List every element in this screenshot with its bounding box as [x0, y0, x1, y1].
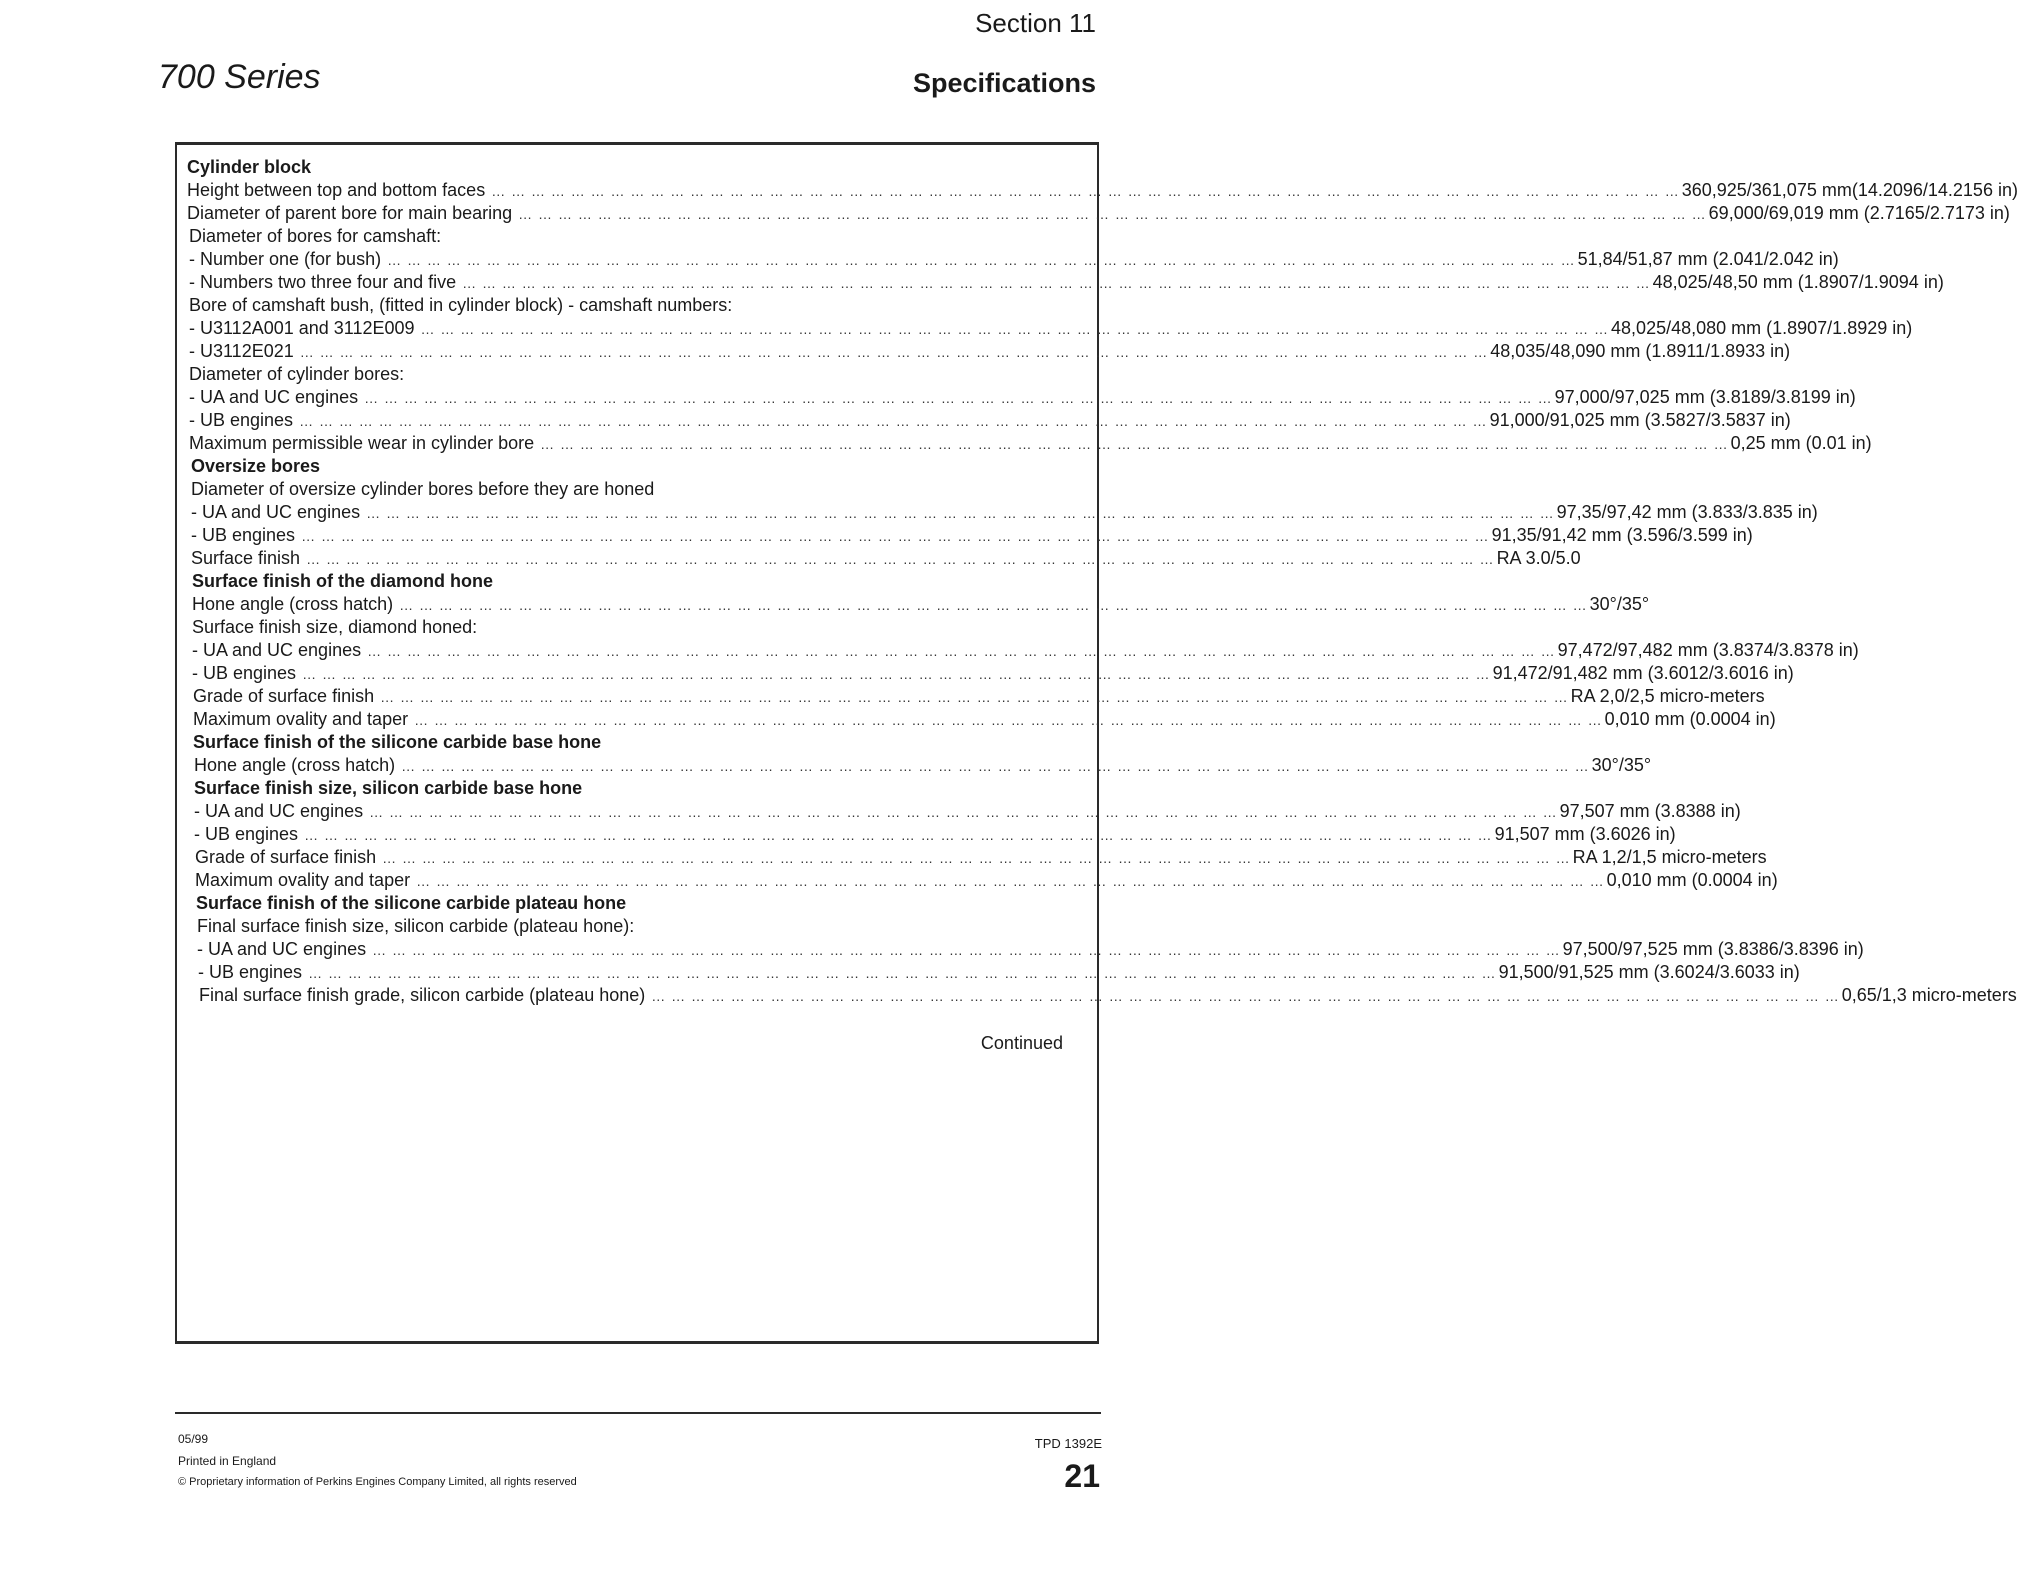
spec-value: 48,025/48,080 mm (1.8907/1.8929 in) [1611, 318, 1913, 338]
spec-label: - U3112E021 [189, 341, 294, 361]
spec-label: Grade of surface finish [193, 686, 375, 706]
page-title: Specifications [912, 68, 1096, 98]
spec-row [192, 639, 1859, 662]
spec-label: - UA and UC engines [189, 387, 359, 407]
spec-row [199, 984, 2017, 1007]
spec-label: - Number one (for bush) [189, 249, 382, 269]
spec-value: 97,000/97,025 mm (3.8189/3.8199 in) [1554, 387, 1856, 407]
spec-value: 48,025/48,50 mm (1.8907/1.9094 in) [1652, 272, 1944, 292]
dot-leader: … … … … … … … … … … … … … … … … … … … … … … … … … … … … … … … … … … … … … … … … … … … … … … … … … … … … … … … … … … … … [308, 965, 1497, 981]
dot-leader: … … … … … … … … … … … … … … … … … … … … … … … … … … … … … … … … … … … … … … … … … … … … … … … … … … … … … … … … … … … … [416, 873, 1605, 889]
dot-leader: … … … … … … … … … … … … … … … … … … … … … … … … … … … … … … … … … … … … … … … … … … … … … … … … … … … … … … … … … … … … [369, 804, 1558, 820]
spec-heading [196, 892, 1061, 915]
spec-row [194, 800, 1741, 823]
spec-row [189, 340, 1791, 363]
dot-leader: … … … … … … … … … … … … … … … … … … … … … … … … … … … … … … … … … … … … … … … … … … … … … … … … … … … … … … … … … … … … [387, 252, 1576, 268]
spec-label: - Numbers two three four and five [189, 272, 457, 292]
dot-leader: … … … … … … … … … … … … … … … … … … … … … … … … … … … … … … … … … … … … … … … … … … … … … … … … … … … … … … … … … … … … [651, 988, 1840, 1004]
spec-row [194, 754, 1652, 777]
spec-value: 0,65/1,3 micro-meters [1841, 985, 2017, 1005]
spec-row [189, 271, 1944, 294]
spec-label: Diameter of parent bore for main bearing [187, 203, 513, 223]
specification-list [0, 156, 2018, 1007]
document-code: TPD 1392E [1034, 1436, 1102, 1451]
spec-value: 91,000/91,025 mm (3.5827/3.5837 in) [1489, 410, 1791, 430]
dot-leader: … … … … … … … … … … … … … … … … … … … … … … … … … … … … … … … … … … … … … … … … … … … … … … … … … … … … … … … … … … … … [399, 597, 1588, 613]
spec-label: - UA and UC engines [197, 939, 367, 959]
spec-label: - UA and UC engines [192, 640, 362, 660]
spec-value: 0,010 mm (0.0004 in) [1606, 870, 1778, 890]
section-label: Section 11 [975, 8, 1096, 38]
spec-row [192, 662, 1794, 685]
spec-label: Hone angle (cross hatch) [194, 755, 396, 775]
spec-label: Diameter of cylinder bores: [189, 364, 405, 384]
spec-label: Maximum ovality and taper [193, 709, 409, 729]
footer-copyright: © Proprietary information of Perkins Engines Company Limited, all rights reserved [178, 1476, 577, 1488]
spec-label: - UB engines [191, 525, 296, 545]
spec-label: - UA and UC engines [191, 502, 361, 522]
series-title: 700 Series [158, 58, 321, 96]
spec-label: Grade of surface finish [195, 847, 377, 867]
spec-row [192, 593, 1650, 616]
spec-label: Diameter of bores for camshaft: [189, 226, 442, 246]
dot-leader: … … … … … … … … … … … … … … … … … … … … … … … … … … … … … … … … … … … … … … … … … … … … … … … … … … … … … … … … … … … … [366, 505, 1555, 521]
dot-leader: … … … … … … … … … … … … … … … … … … … … … … … … … … … … … … … … … … … … … … … … … … … … … … … … … … … … … … … … … … … … [540, 436, 1729, 452]
footer-date: 05/99 [178, 1432, 209, 1446]
spec-value: 360,925/361,075 mm(14.2096/14.2156 in) [1681, 180, 2018, 200]
spec-value: 69,000/69,019 mm (2.7165/2.7173 in) [1708, 203, 2010, 223]
spec-value: RA 1,2/1,5 micro-meters [1572, 847, 1767, 867]
spec-label: Maximum permissible wear in cylinder bore [189, 433, 535, 453]
spec-row [187, 202, 2010, 225]
spec-heading [187, 156, 1061, 179]
spec-label: Final surface finish size, silicon carbide (plateau hone): [197, 916, 635, 936]
spec-row [189, 317, 1913, 340]
continued-label: Continued [980, 1033, 1063, 1053]
spec-label: Surface finish of the diamond hone [192, 571, 494, 591]
spec-row [189, 432, 1872, 455]
spec-row [197, 915, 1061, 938]
spec-heading [191, 455, 1061, 478]
dot-leader: … … … … … … … … … … … … … … … … … … … … … … … … … … … … … … … … … … … … … … … … … … … … … … … … … … … … … … … … … … … … [462, 275, 1651, 291]
spec-row [195, 869, 1778, 892]
dot-leader: … … … … … … … … … … … … … … … … … … … … … … … … … … … … … … … … … … … … … … … … … … … … … … … … … … … … … … … … … … … … [420, 321, 1610, 337]
spec-row [191, 524, 1753, 547]
dot-leader: … … … … … … … … … … … … … … … … … … … … … … … … … … … … … … … … … … … … … … … … … … … … … … … … … … … … … … … … … … … … [372, 942, 1561, 958]
spec-label: Surface finish of the silicone carbide plateau hone [196, 893, 627, 913]
spec-row [189, 248, 1839, 271]
dot-leader: … … … … … … … … … … … … … … … … … … … … … … … … … … … … … … … … … … … … … … … … … … … … … … … … … … … … … … … … … … … … [299, 413, 1488, 429]
spec-label: Surface finish of the silicone carbide base hone [193, 732, 602, 752]
spec-value: 91,500/91,525 mm (3.6024/3.6033 in) [1498, 962, 1800, 982]
spec-label: - UB engines [194, 824, 299, 844]
spec-value: 91,507 mm (3.6026 in) [1494, 824, 1676, 844]
spec-value: RA 3.0/5.0 [1496, 548, 1581, 568]
spec-value: RA 2,0/2,5 micro-meters [1570, 686, 1765, 706]
spec-row [189, 225, 1061, 248]
footer-rule [175, 1412, 1101, 1414]
spec-label: Cylinder block [187, 157, 312, 177]
dot-leader: … … … … … … … … … … … … … … … … … … … … … … … … … … … … … … … … … … … … … … … … … … … … … … … … … … … … … … … … … … … … [414, 712, 1603, 728]
spec-value: 97,507 mm (3.8388 in) [1559, 801, 1741, 821]
spec-label: - UB engines [189, 410, 294, 430]
spec-row [197, 938, 1864, 961]
spec-row [189, 386, 1856, 409]
spec-row [193, 708, 1776, 731]
spec-label: Surface finish size, diamond honed: [192, 617, 478, 637]
spec-value: 51,84/51,87 mm (2.041/2.042 in) [1577, 249, 1839, 269]
spec-heading [194, 777, 1061, 800]
spec-row [187, 179, 2018, 202]
dot-leader: … … … … … … … … … … … … … … … … … … … … … … … … … … … … … … … … … … … … … … … … … … … … … … … … … … … … … … … … … … … … [306, 551, 1495, 567]
spec-row [191, 501, 1818, 524]
spec-label: Maximum ovality and taper [195, 870, 411, 890]
footer-printed: Printed in England [178, 1454, 277, 1468]
spec-label: Final surface finish grade, silicon carbide (plateau hone) [199, 985, 646, 1005]
spec-row [191, 478, 1061, 501]
spec-row [189, 363, 1061, 386]
dot-leader: … … … … … … … … … … … … … … … … … … … … … … … … … … … … … … … … … … … … … … … … … … … … … … … … … … … … … … … … … … … … [491, 183, 1680, 199]
spec-value: 91,35/91,42 mm (3.596/3.599 in) [1491, 525, 1753, 545]
spec-label: - U3112A001 and 3112E009 [189, 318, 415, 338]
spec-label: Surface finish [191, 548, 301, 568]
dot-leader: … … … … … … … … … … … … … … … … … … … … … … … … … … … … … … … … … … … … … … … … … … … … … … … … … … … … … … … … … … … … [301, 528, 1490, 544]
spec-value: 91,472/91,482 mm (3.6012/3.6016 in) [1492, 663, 1794, 683]
spec-label: Bore of camshaft bush, (fitted in cylinder block) - camshaft numbers: [189, 295, 733, 315]
spec-label: Surface finish size, silicon carbide base hone [194, 778, 583, 798]
dot-leader: … … … … … … … … … … … … … … … … … … … … … … … … … … … … … … … … … … … … … … … … … … … … … … … … … … … … … … … … … … … … [299, 344, 1489, 360]
page-number: 21 [1064, 1458, 1100, 1494]
spec-value: 0,25 mm (0.01 in) [1730, 433, 1872, 453]
spec-value: 48,035/48,090 mm (1.8911/1.8933 in) [1490, 341, 1791, 361]
dot-leader: … … … … … … … … … … … … … … … … … … … … … … … … … … … … … … … … … … … … … … … … … … … … … … … … … … … … … … … … … … … … [364, 390, 1553, 406]
spec-label: - UA and UC engines [194, 801, 364, 821]
spec-value: 30°/35° [1591, 755, 1652, 775]
dot-leader: … … … … … … … … … … … … … … … … … … … … … … … … … … … … … … … … … … … … … … … … … … … … … … … … … … … … … … … … … … … … [382, 850, 1571, 866]
spec-value: 0,010 mm (0.0004 in) [1604, 709, 1776, 729]
dot-leader: … … … … … … … … … … … … … … … … … … … … … … … … … … … … … … … … … … … … … … … … … … … … … … … … … … … … … … … … … … … … [518, 206, 1707, 222]
spec-row [194, 823, 1676, 846]
spec-row [192, 616, 1061, 639]
dot-leader: … … … … … … … … … … … … … … … … … … … … … … … … … … … … … … … … … … … … … … … … … … … … … … … … … … … … … … … … … … … … [401, 758, 1590, 774]
spec-heading [192, 570, 1061, 593]
spec-row [189, 409, 1791, 432]
dot-leader: … … … … … … … … … … … … … … … … … … … … … … … … … … … … … … … … … … … … … … … … … … … … … … … … … … … … … … … … … … … … [367, 643, 1556, 659]
spec-heading [193, 731, 1061, 754]
spec-row [191, 547, 1581, 570]
spec-label: Hone angle (cross hatch) [192, 594, 394, 614]
dot-leader: … … … … … … … … … … … … … … … … … … … … … … … … … … … … … … … … … … … … … … … … … … … … … … … … … … … … … … … … … … … … [302, 666, 1491, 682]
spec-label: - UB engines [192, 663, 297, 683]
spec-label: - UB engines [198, 962, 303, 982]
spec-row [189, 294, 1061, 317]
dot-leader: … … … … … … … … … … … … … … … … … … … … … … … … … … … … … … … … … … … … … … … … … … … … … … … … … … … … … … … … … … … … [304, 827, 1493, 843]
spec-value: 97,472/97,482 mm (3.8374/3.8378 in) [1557, 640, 1859, 660]
spec-row [198, 961, 1800, 984]
spec-value: 30°/35° [1589, 594, 1650, 614]
spec-label: Oversize bores [191, 456, 321, 476]
spec-label: Diameter of oversize cylinder bores before they are honed [191, 479, 655, 499]
spec-label: Height between top and bottom faces [187, 180, 486, 200]
spec-row [193, 685, 1765, 708]
spec-value: 97,500/97,525 mm (3.8386/3.8396 in) [1562, 939, 1864, 959]
spec-value: 97,35/97,42 mm (3.833/3.835 in) [1556, 502, 1818, 522]
dot-leader: … … … … … … … … … … … … … … … … … … … … … … … … … … … … … … … … … … … … … … … … … … … … … … … … … … … … … … … … … … … … [380, 689, 1569, 705]
spec-row [195, 846, 1767, 869]
